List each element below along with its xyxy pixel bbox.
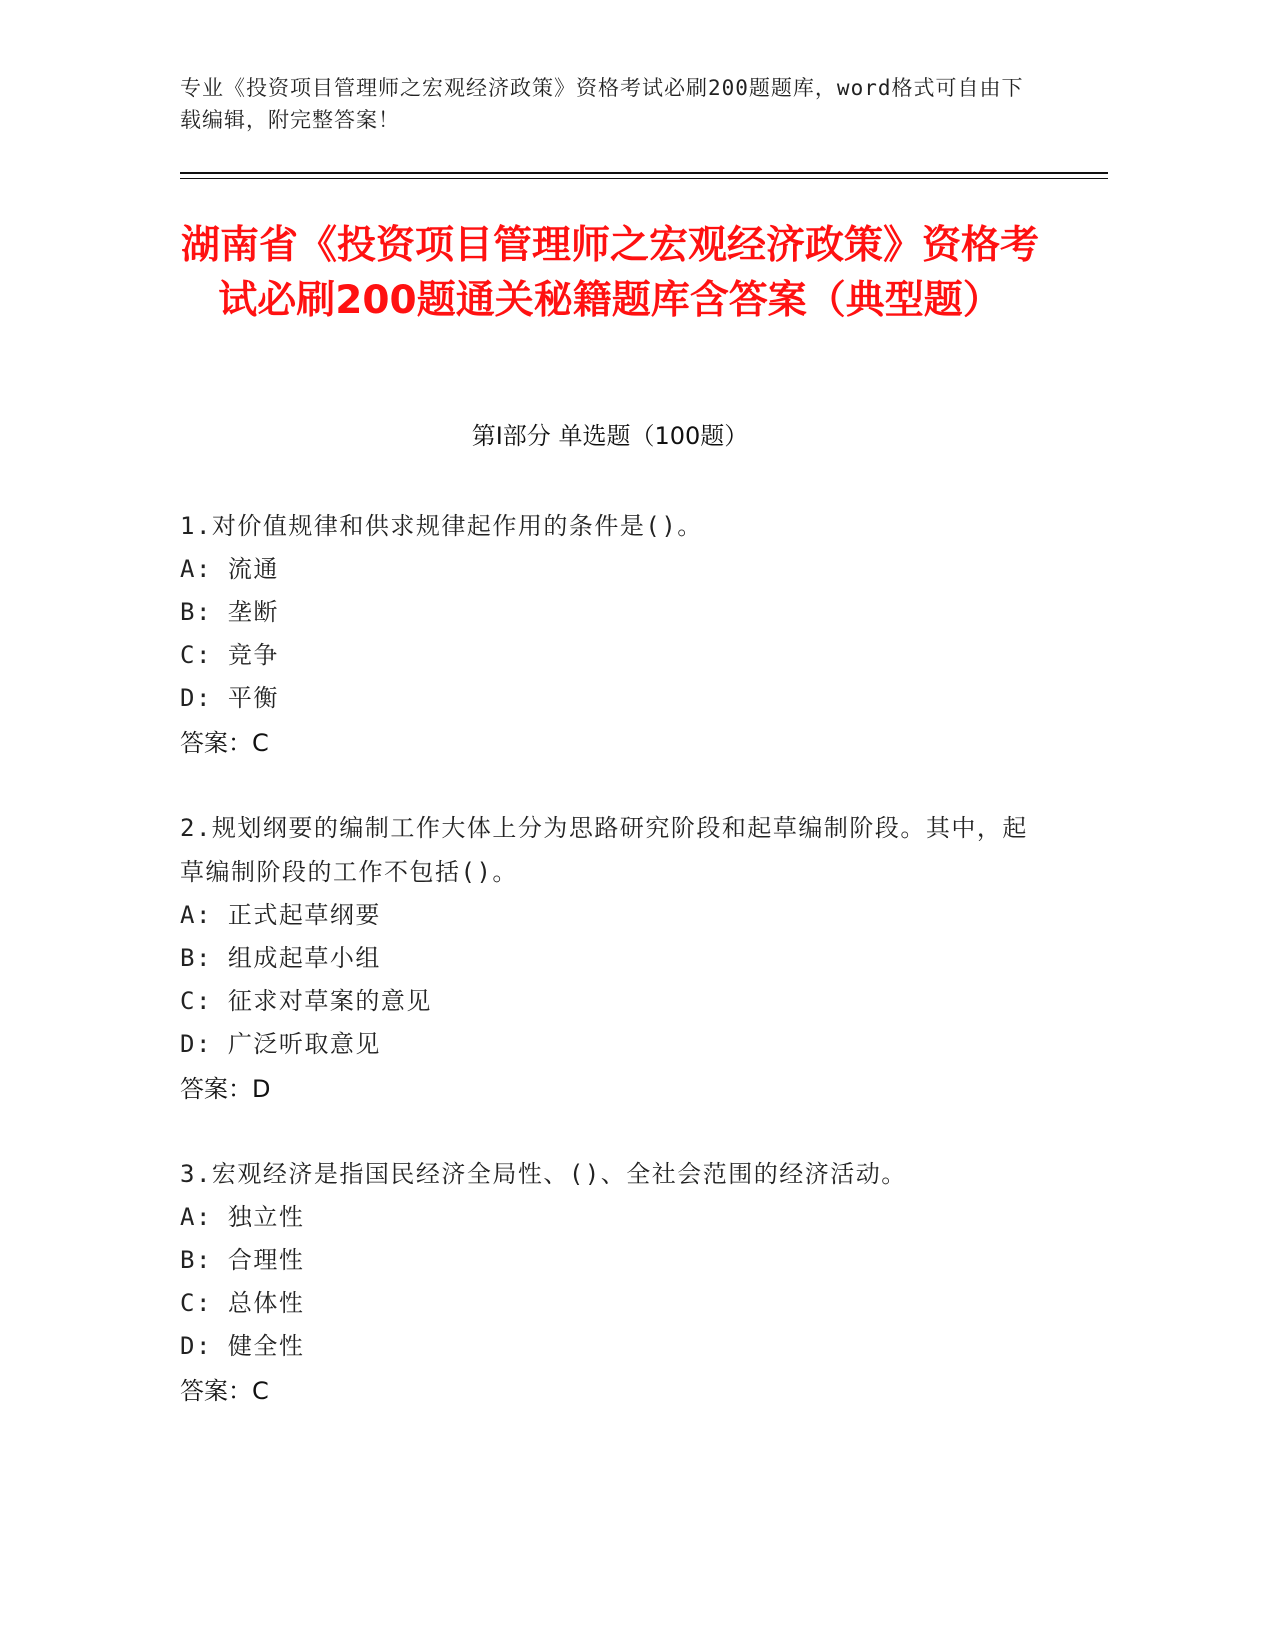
answer: 答案：C	[180, 729, 269, 757]
question-3	[180, 1152, 1040, 1414]
option-c: C: 征求对草案的意见	[180, 987, 432, 1015]
header-divider-thick	[180, 172, 1108, 174]
document-title: 湖南省《投资项目管理师之宏观经济政策》资格考试必刷200题通关秘籍题库含答案（典型题）	[180, 223, 1039, 323]
question-list	[180, 504, 1040, 1454]
question-1	[180, 504, 1040, 766]
header-note: 专业《投资项目管理师之宏观经济政策》资格考试必刷200题题库，word格式可自由下载编辑，附完整答案！	[180, 76, 1024, 132]
option-a: A: 独立性	[180, 1203, 305, 1231]
answer: 答案：C	[180, 1377, 269, 1405]
option-b: B: 合理性	[180, 1246, 305, 1274]
option-c: C: 总体性	[180, 1289, 305, 1317]
option-c: C: 竞争	[180, 641, 279, 669]
question-2	[180, 806, 1040, 1112]
option-b: B: 垄断	[180, 598, 279, 626]
option-a: A: 正式起草纲要	[180, 901, 381, 929]
option-a: A: 流通	[180, 555, 279, 583]
question-stem: 1.对价值规律和供求规律起作用的条件是()。	[180, 512, 703, 540]
option-b: B: 组成起草小组	[180, 944, 381, 972]
option-d: D: 健全性	[180, 1332, 305, 1360]
question-stem: 3.宏观经济是指国民经济全局性、()、全社会范围的经济活动。	[180, 1160, 907, 1188]
header-divider-thin	[180, 178, 1108, 179]
answer: 答案：D	[180, 1075, 271, 1103]
option-d: D: 广泛听取意见	[180, 1030, 381, 1058]
option-d: D: 平衡	[180, 684, 279, 712]
section-title: 第Ⅰ部分 单选题（100题）	[471, 422, 749, 450]
question-stem: 2.规划纲要的编制工作大体上分为思路研究阶段和起草编制阶段。其中，起草编制阶段的工作不包括()。	[180, 814, 1028, 886]
